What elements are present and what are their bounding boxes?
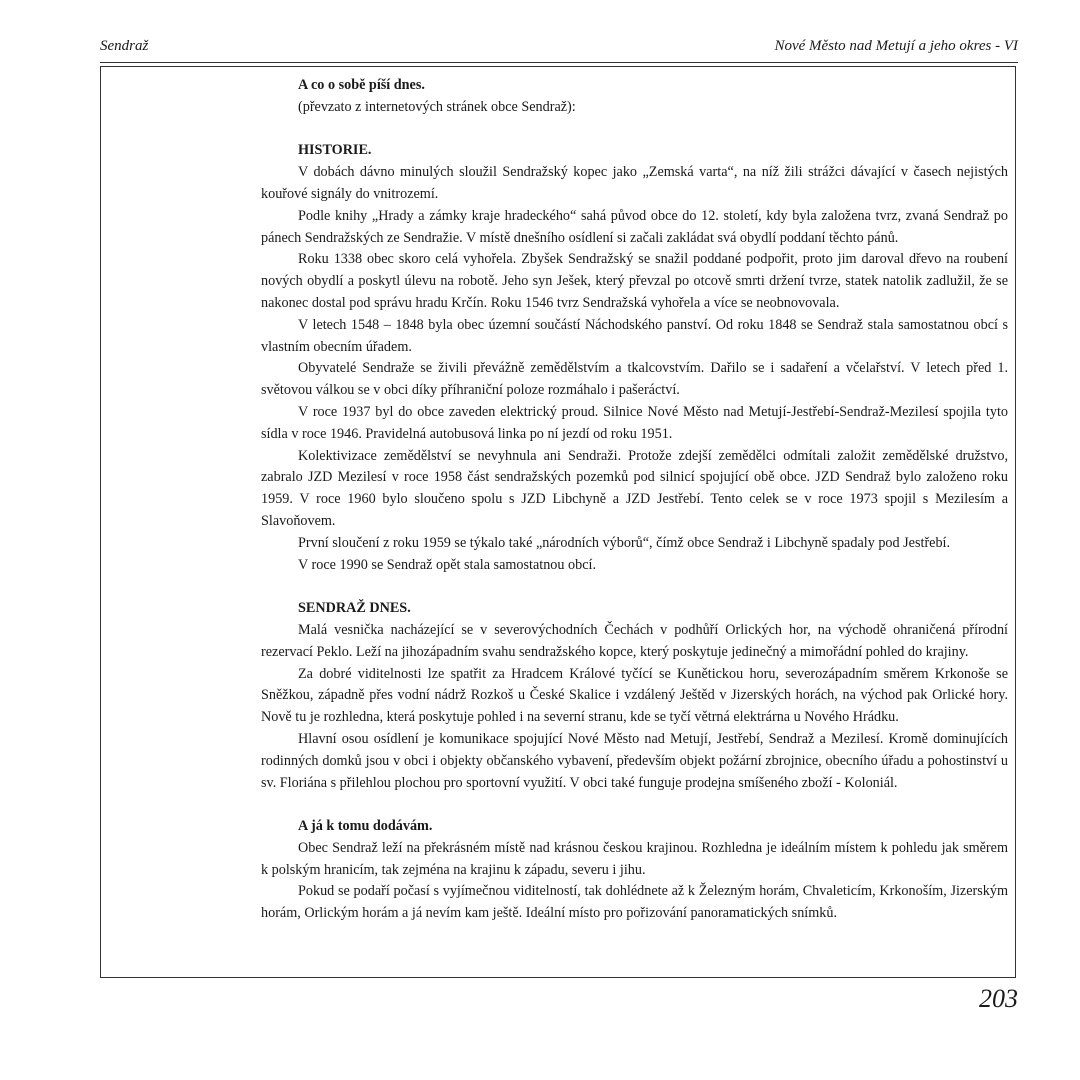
page-number: 203 [979,984,1018,1013]
history-paragraph: Roku 1338 obec skoro celá vyhořela. Zbyšek Sendražský se snažil poddané podpořit, proto jim daroval dřevo na roubení nových obydlí a poskytl úlevu na robotě. Jeho syn Ješek, který převzal po otcově smrti držení tvrze, statek natolik zadlužil, že se nakonec dostal pod správu hradu Krčín. Roku 1546 tvrz Sendražská vyhořela a více se neobnovovala. [261,251,1008,311]
history-paragraph: Podle knihy „Hrady a zámky kraje hradeckého“ sahá původ obce do 12. století, kdy byla založena tvrz, zvaná Sendraž po pánech Sendražských ze Sendražie. V místě dnešního osídlení si začali zakládat svá obydlí poddaní těchto pánů. [261,207,1008,246]
history-paragraph: V roce 1990 se Sendraž opět stala samostatnou obcí. [298,556,596,573]
intro-source: (převzato z internetových stránek obce Sendraž): [298,98,576,115]
today-paragraph: Za dobré viditelnosti lze spatřit za Hradcem Králové tyčící se Kunětickou horu, severozápadním směrem Krkonoše se Sněžkou, západně přes vodní nádrž Rozkoš u České Skalice i vzdálený Ještěd v Jizerských horách, na východ pak Orlické hory. Nově tu je rozhledna, která poskytuje pohled i na severní stranu, kde se tyčí větrná elektrárna u Nového Hrádku. [261,665,1008,726]
page-content [261,75,1008,925]
spacer [261,576,1008,598]
history-heading: HISTORIE. [298,142,372,159]
spacer [261,119,1008,141]
header-rule [100,62,1018,63]
intro-title: A co o sobě píší dnes. [298,77,425,93]
today-heading: SENDRAŽ DNES. [298,600,411,617]
addendum-heading: A já k tomu dodávám. [298,818,433,835]
history-paragraph: Kolektivizace zemědělství se nevyhnula ani Sendraži. Protože zdejší zemědělci odmítali založit zemědělské družstvo, zabralo JZD Mezilesí v roce 1958 část sendražských pozemků pod silnicí spojující obě obce. JZD Sendraž bylo založeno roku 1959. V roce 1960 bylo sloučeno spolu s JZD Libchyně a JZD Jestřebí. Tento celek se v roce 1973 spojil s Mezilesím a Slavoňovem. [261,447,1008,529]
history-paragraph: První sloučení z roku 1959 se týkalo také „národních výborů“, čímž obce Sendraž i Libchyně spadaly pod Jestřebí. [298,534,951,551]
history-paragraph: V dobách dávno minulých sloužil Sendražský kopec jako „Zemská varta“, na níž žili strážci dávající v časech nejistých kouřové signály do vnitrozemí. [261,164,1008,202]
history-paragraph: V letech 1548 – 1848 byla obec územní součástí Náchodského panství. Od roku 1848 se Sendraž stala samostatnou obcí s vlastním obecním úřadem. [261,316,1008,355]
history-paragraph: V roce 1937 byl do obce zaveden elektrický proud. Silnice Nové Město nad Metují-Jestřebí-Sendraž-Mezilesí spojila tyto sídla v roce 1946. Pravidelná autobusová linka po ní jezdí od roku 1951. [261,403,1008,442]
today-paragraph: Hlavní osou osídlení je komunikace spojující Nové Město nad Metují, Jestřebí, Sendraž a Mezilesí. Kromě dominujících rodinných domků jsou v obci i objekty občanského vybavení, především objekt požární zbrojnice, obecního úřadu a pohostinství u sv. Floriána s přilehlou plochou pro sportovní využití. V obci také funguje prodejna smíšeného zboží - Koloniál. [261,730,1008,791]
addendum-paragraph: Pokud se podaří počasí s vyjímečnou viditelností, tak dohlédnete až k Železným horám, Chvaleticím, Krkonoším, Jizerským horám, Orlickým horám a já nevím kam ještě. Ideální místo pro pořizování panoramatických snímků. [261,883,1008,922]
history-paragraph: Obyvatelé Sendraže se živili převážně zemědělstvím a tkalcovstvím. Dařilo se i sadaření a včelařství. V letech před 1. světovou válkou se v obci díky příhraniční poloze rozmáhalo i pašeráctví. [261,360,1008,399]
today-paragraph: Malá vesnička nacházející se v severovýchodních Čechách v podhůří Orlických hor, na východě ohraničená přírodní rezervací Peklo. Leží na jihozápadním svahu sendražského kopce, který poskytuje jedinečný a mimořádní pohled do krajiny. [261,621,1008,660]
running-header-left: Sendraž [100,38,149,54]
addendum-paragraph: Obec Sendraž leží na překrásném místě nad krásnou českou krajinou. Rozhledna je ideálním místem k pohledu jak směrem k polským hranicím, tak zejména na krajinu k západu, severu i jihu. [261,839,1008,878]
spacer [261,794,1008,816]
running-header-right: Nové Město nad Metují a jeho okres - VI [774,38,1018,54]
